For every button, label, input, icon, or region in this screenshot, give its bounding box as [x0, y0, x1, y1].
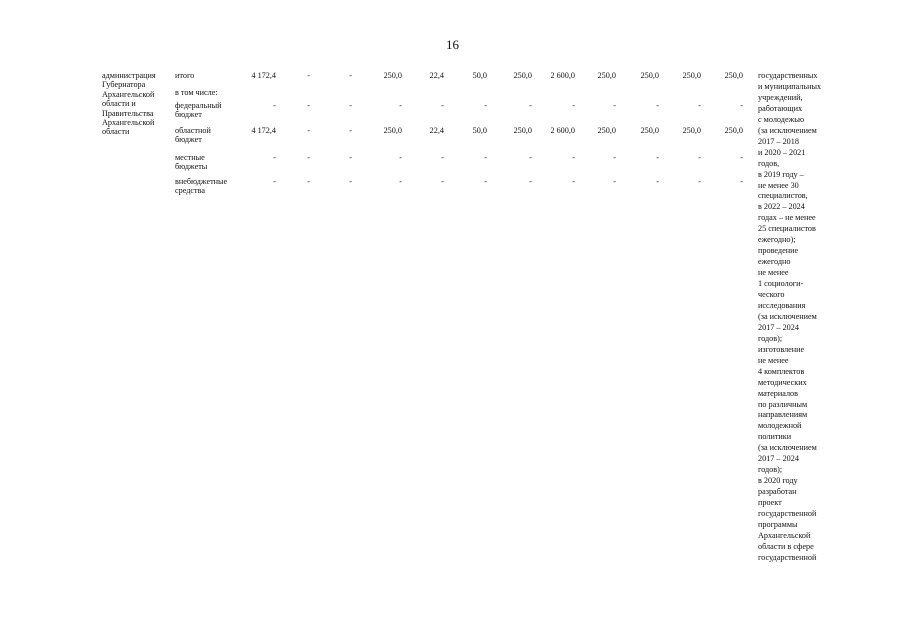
- table-cell: -: [529, 101, 532, 110]
- executor-line: области: [102, 127, 130, 137]
- result-line: ческого: [758, 290, 785, 299]
- result-line: не менее: [758, 268, 789, 278]
- table-cell: -: [349, 126, 352, 135]
- table-cell: -: [307, 101, 310, 110]
- table-cell: -: [484, 101, 487, 110]
- funding-source-label: в том числе:: [175, 88, 218, 97]
- result-line: (за исключением: [758, 443, 817, 453]
- result-line: ежегодно);: [758, 235, 796, 245]
- table-cell: 250,0: [597, 126, 616, 135]
- result-line: исследования: [758, 300, 806, 310]
- funding-source-label: итого: [175, 71, 195, 80]
- funding-source-label: внебюджетные: [175, 177, 228, 186]
- result-line: разработан: [758, 487, 797, 497]
- table-cell: -: [698, 101, 701, 110]
- funding-source-label: средства: [175, 186, 206, 196]
- table-cell: 250,0: [724, 71, 743, 80]
- executor-line: администрация: [102, 71, 156, 80]
- result-line: области в сфере: [758, 541, 814, 551]
- result-line: годов,: [758, 158, 780, 168]
- result-line: проект: [758, 498, 782, 508]
- result-line: в 2022 – 2024: [758, 202, 805, 212]
- table-cell: -: [613, 101, 616, 110]
- funding-source-label: местные: [175, 153, 205, 162]
- table-cell: 250,0: [383, 126, 402, 135]
- table-cell: -: [349, 71, 352, 80]
- result-line: с молодежью: [758, 114, 805, 124]
- table-cell: -: [572, 153, 575, 162]
- table-cell: -: [740, 153, 743, 162]
- table-cell: 2 600,0: [550, 71, 575, 80]
- executor-line: Архангельской: [102, 89, 155, 99]
- table-cell: 2 600,0: [550, 126, 575, 135]
- table-cell: -: [399, 153, 402, 162]
- result-line: не менее: [758, 355, 789, 365]
- table-cell: 50,0: [472, 71, 487, 80]
- result-line: работающих: [758, 103, 803, 113]
- table-cell: -: [349, 101, 352, 110]
- result-line: годов);: [758, 465, 783, 475]
- table-cell: -: [740, 177, 743, 186]
- table-cell: 250,0: [383, 71, 402, 80]
- table-cell: -: [740, 101, 743, 110]
- result-line: проведение: [758, 246, 799, 256]
- funding-source-label: бюджет: [175, 110, 202, 120]
- table-cell: 250,0: [682, 126, 701, 135]
- table-cell: -: [307, 177, 310, 186]
- result-line: (за исключением: [758, 311, 817, 321]
- table-cell: -: [484, 153, 487, 162]
- table-cell: -: [307, 153, 310, 162]
- result-line: в 2020 году: [758, 476, 798, 486]
- table-cell: -: [349, 177, 352, 186]
- table-cell: -: [399, 101, 402, 110]
- table-cell: -: [698, 153, 701, 162]
- table-cell: -: [529, 177, 532, 186]
- table-cell: -: [441, 101, 444, 110]
- result-line: ежегодно: [758, 257, 791, 267]
- result-line: и 2020 – 2021: [758, 147, 806, 157]
- executor-line: области и: [102, 99, 136, 109]
- table-cell: -: [529, 153, 532, 162]
- executor-line: Губернатора: [102, 80, 146, 90]
- result-line: направлениям: [758, 410, 808, 420]
- result-line: не менее 30: [758, 180, 799, 190]
- table-cell: 4 172,4: [251, 126, 276, 135]
- result-line: годов);: [758, 333, 783, 343]
- result-line: 4 комплектов: [758, 366, 805, 376]
- table-cell: -: [484, 177, 487, 186]
- table-cell: -: [349, 153, 352, 162]
- table-cell: 250,0: [640, 71, 659, 80]
- result-line: Архангельской: [758, 530, 811, 540]
- table-cell: 250,0: [640, 126, 659, 135]
- funding-source-label: федеральный: [175, 101, 222, 110]
- result-line: программы: [758, 519, 798, 529]
- result-line: 2017 – 2018: [758, 136, 799, 146]
- funding-source-label: областной: [175, 126, 211, 135]
- page-number: 16: [446, 37, 459, 52]
- table-cell: 4 172,4: [251, 71, 276, 80]
- table-cell: -: [441, 153, 444, 162]
- result-line: (за исключением: [758, 125, 817, 135]
- table-cell: -: [656, 101, 659, 110]
- table-cell: -: [572, 101, 575, 110]
- table-cell: 250,0: [513, 71, 532, 80]
- result-line: государственной: [758, 552, 817, 562]
- table-cell: 250,0: [682, 71, 701, 80]
- table-cell: 50,0: [472, 126, 487, 135]
- result-line: государственной: [758, 509, 817, 518]
- result-line: 1 социологи-: [758, 279, 804, 289]
- table-cell: 250,0: [724, 126, 743, 135]
- table-cell: -: [273, 177, 276, 186]
- table-cell: 22,4: [429, 126, 444, 135]
- funding-source-label: бюджет: [175, 135, 202, 145]
- table-cell: -: [273, 153, 276, 162]
- table-cell: 22,4: [429, 71, 444, 80]
- table-cell: -: [273, 101, 276, 110]
- funding-source-label: бюджеты: [175, 162, 208, 172]
- result-line: 2017 – 2024: [758, 454, 799, 464]
- result-line: политики: [758, 432, 792, 442]
- table-cell: -: [656, 177, 659, 186]
- result-line: изготовление: [758, 344, 805, 354]
- table-cell: -: [656, 153, 659, 162]
- result-line: 2017 – 2024: [758, 322, 799, 332]
- table-cell: 250,0: [513, 126, 532, 135]
- result-line: учреждений,: [758, 92, 803, 102]
- table-cell: -: [613, 177, 616, 186]
- table-cell: -: [307, 71, 310, 80]
- result-line: в 2019 году –: [758, 169, 804, 179]
- table-cell: -: [698, 177, 701, 186]
- table-cell: 250,0: [597, 71, 616, 80]
- table-cell: -: [441, 177, 444, 186]
- result-line: материалов: [758, 388, 798, 398]
- result-line: 25 специалистов: [758, 224, 816, 234]
- executor-line: Правительства: [102, 108, 154, 118]
- result-line: молодежной: [758, 421, 802, 431]
- table-cell: -: [399, 177, 402, 186]
- table-cell: -: [613, 153, 616, 162]
- result-line: специалистов,: [758, 191, 808, 201]
- result-line: методических: [758, 377, 807, 387]
- result-line: годах – не менее: [758, 213, 816, 223]
- executor-line: Архангельской: [102, 118, 155, 127]
- table-cell: -: [307, 126, 310, 135]
- result-line: по различным: [758, 399, 808, 409]
- table-cell: -: [572, 177, 575, 186]
- result-line: государственных: [758, 71, 818, 80]
- result-line: и муниципальных: [758, 81, 822, 91]
